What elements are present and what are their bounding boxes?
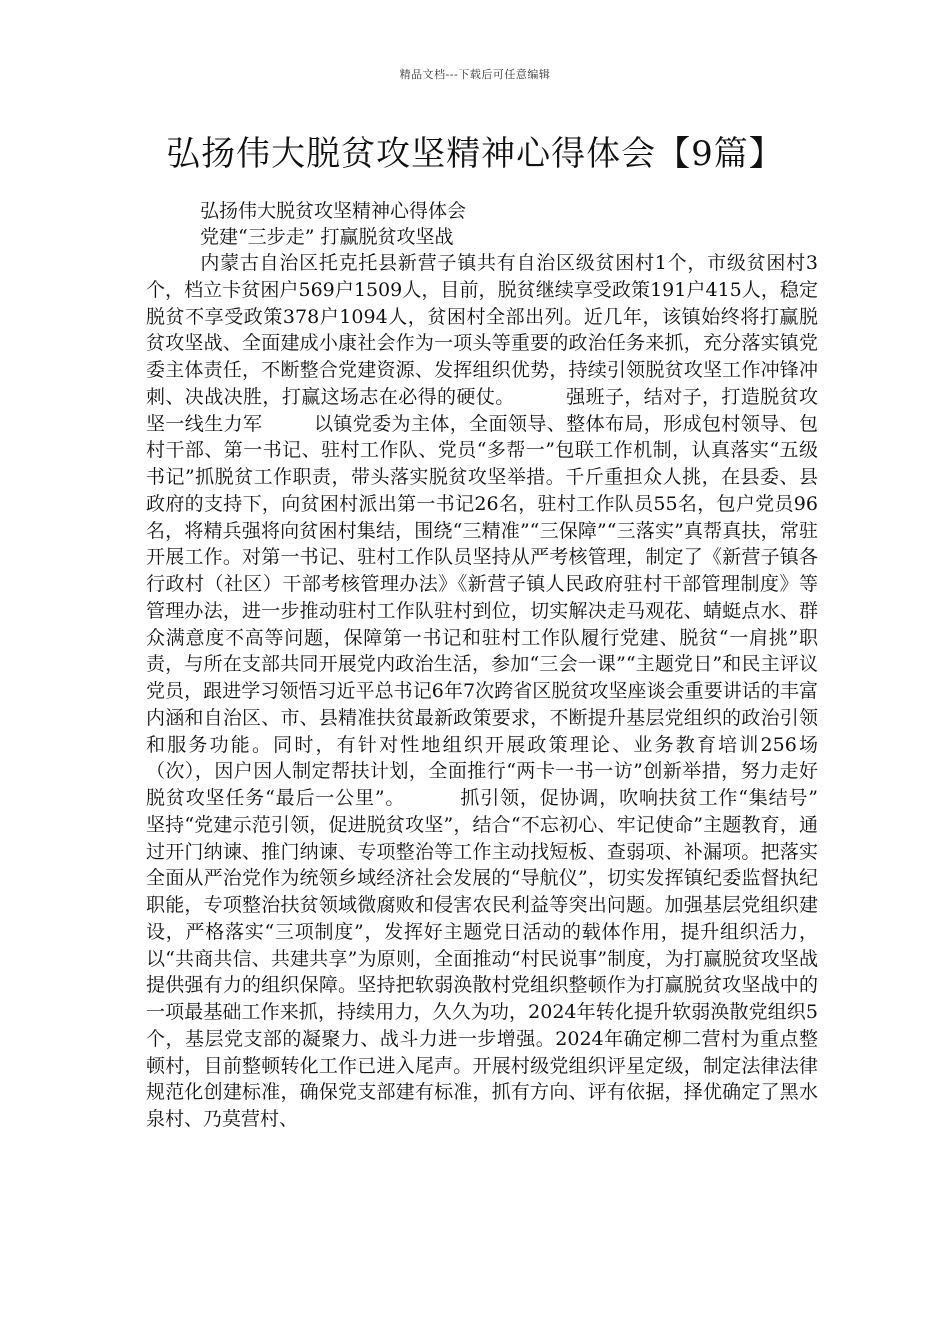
header-note: 精品文档---下载后可任意编辑	[399, 68, 551, 81]
article-title: 弘扬伟大脱贫攻坚精神心得体会	[200, 200, 467, 222]
body-paragraph: 内蒙古自治区托克托县新营子镇共有自治区级贫困村1个，市级贫困村3个，档立卡贫困户569户1509人，目前，脱贫继续享受政策191户415人，稳定脱贫不享受政策378户1094人，贫困村全部出列。近几年，该镇始终将打赢脱贫攻坚战、全面建成小康社会作为一项头等重要的政治任务来抓，充分落实镇党委主体责任，不断整合党建资源、发挥组织优势，持续引领脱贫攻坚工作冲锋冲刺、决战决胜，打赢这场志在必得的硬仗。 强班子，结对子，打造脱贫攻坚一线生力军 以镇党委为主体，全面领导、整体布局，形成包村领导、包村干部、第一书记、驻村工作队、党员“多帮一”包联工作机制，认真落实“五级书记”抓脱贫工作职责，带头落实脱贫攻坚举措。千斤重担众人挑，在县委、县政府的支持下，向贫困村派出第一书记26名，驻村工作队员55名，包户党员96名，将精兵强将向贫困村集结，围绕“三精准”“三保障”“三落实”真帮真扶，常驻开展工作。对第一书记、驻村工作队员坚持从严考核管理，制定了《新营子镇各行政村（社区）干部考核管理办法》《新营子镇人民政府驻村干部管理制度》等管理办法，进一步推动驻村工作队驻村到位，切实解决走马观花、蜻蜓点水、群众满意度不高等问题，保障第一书记和驻村工作队履行党建、脱贫“一肩挑”职责，与所在支部共同开展党内政治生活，参加“三会一课”“主题党日”和民主评议党员，跟进学习领悟习近平总书记6年7次跨省区脱贫攻坚座谈会重要讲话的丰富内涵和自治区、市、县精准扶贫最新政策要求，不断提升基层党组织的政治引领和服务功能。同时，有针对性地组织开展政策理论、业务教育培训256场（次），因户因人制定帮扶计划，全面推行“两卡一书一访”创新举措，努力走好脱贫攻坚任务“最后一公里”。 抓引领，促协调，吹响扶贫工作“集结号” 坚持“党建示范引领，促进脱贫攻坚”，结合“不忘初心、牢记使命”主题教育，通过开门纳谏、推门纳谏、专项整治等工作主动找短板、查弱项、补漏项。把落实全面从严治党作为统领乡域经济社会发展的“导航仪”，切实发挥镇纪委监督执纪职能，专项整治扶贫领域微腐败和侵害农民利益等突出问题。加强基层党组织建设，严格落实“三项制度”，发挥好主题党日活动的载体作用，提升组织活力，以“共商共信、共建共享”为原则，全面推动“村民说事”制度，为打赢脱贫攻坚战提供强有力的组织保障。坚持把软弱涣散村党组织整顿作为打赢脱贫攻坚战中的一项最基础工作来抓，持续用力，久久为功，2024年转化提升软弱涣散党组织5个，基层党支部的凝聚力、战斗力进一步增强。2024年确定柳二营村为重点整顿村，目前整顿转化工作已进入尾声。开展村级党组织评星定级，制定法律法律规范化创建标准，确保党支部建有标准，抓有方向、评有依据，择优确定了黑水泉村、乃莫营村、	[146, 252, 867, 1130]
article-subtitle: 党建“三步走” 打赢脱贫攻坚战	[200, 226, 454, 248]
document-title: 弘扬伟大脱贫攻坚精神心得体会【9篇】	[166, 134, 784, 174]
